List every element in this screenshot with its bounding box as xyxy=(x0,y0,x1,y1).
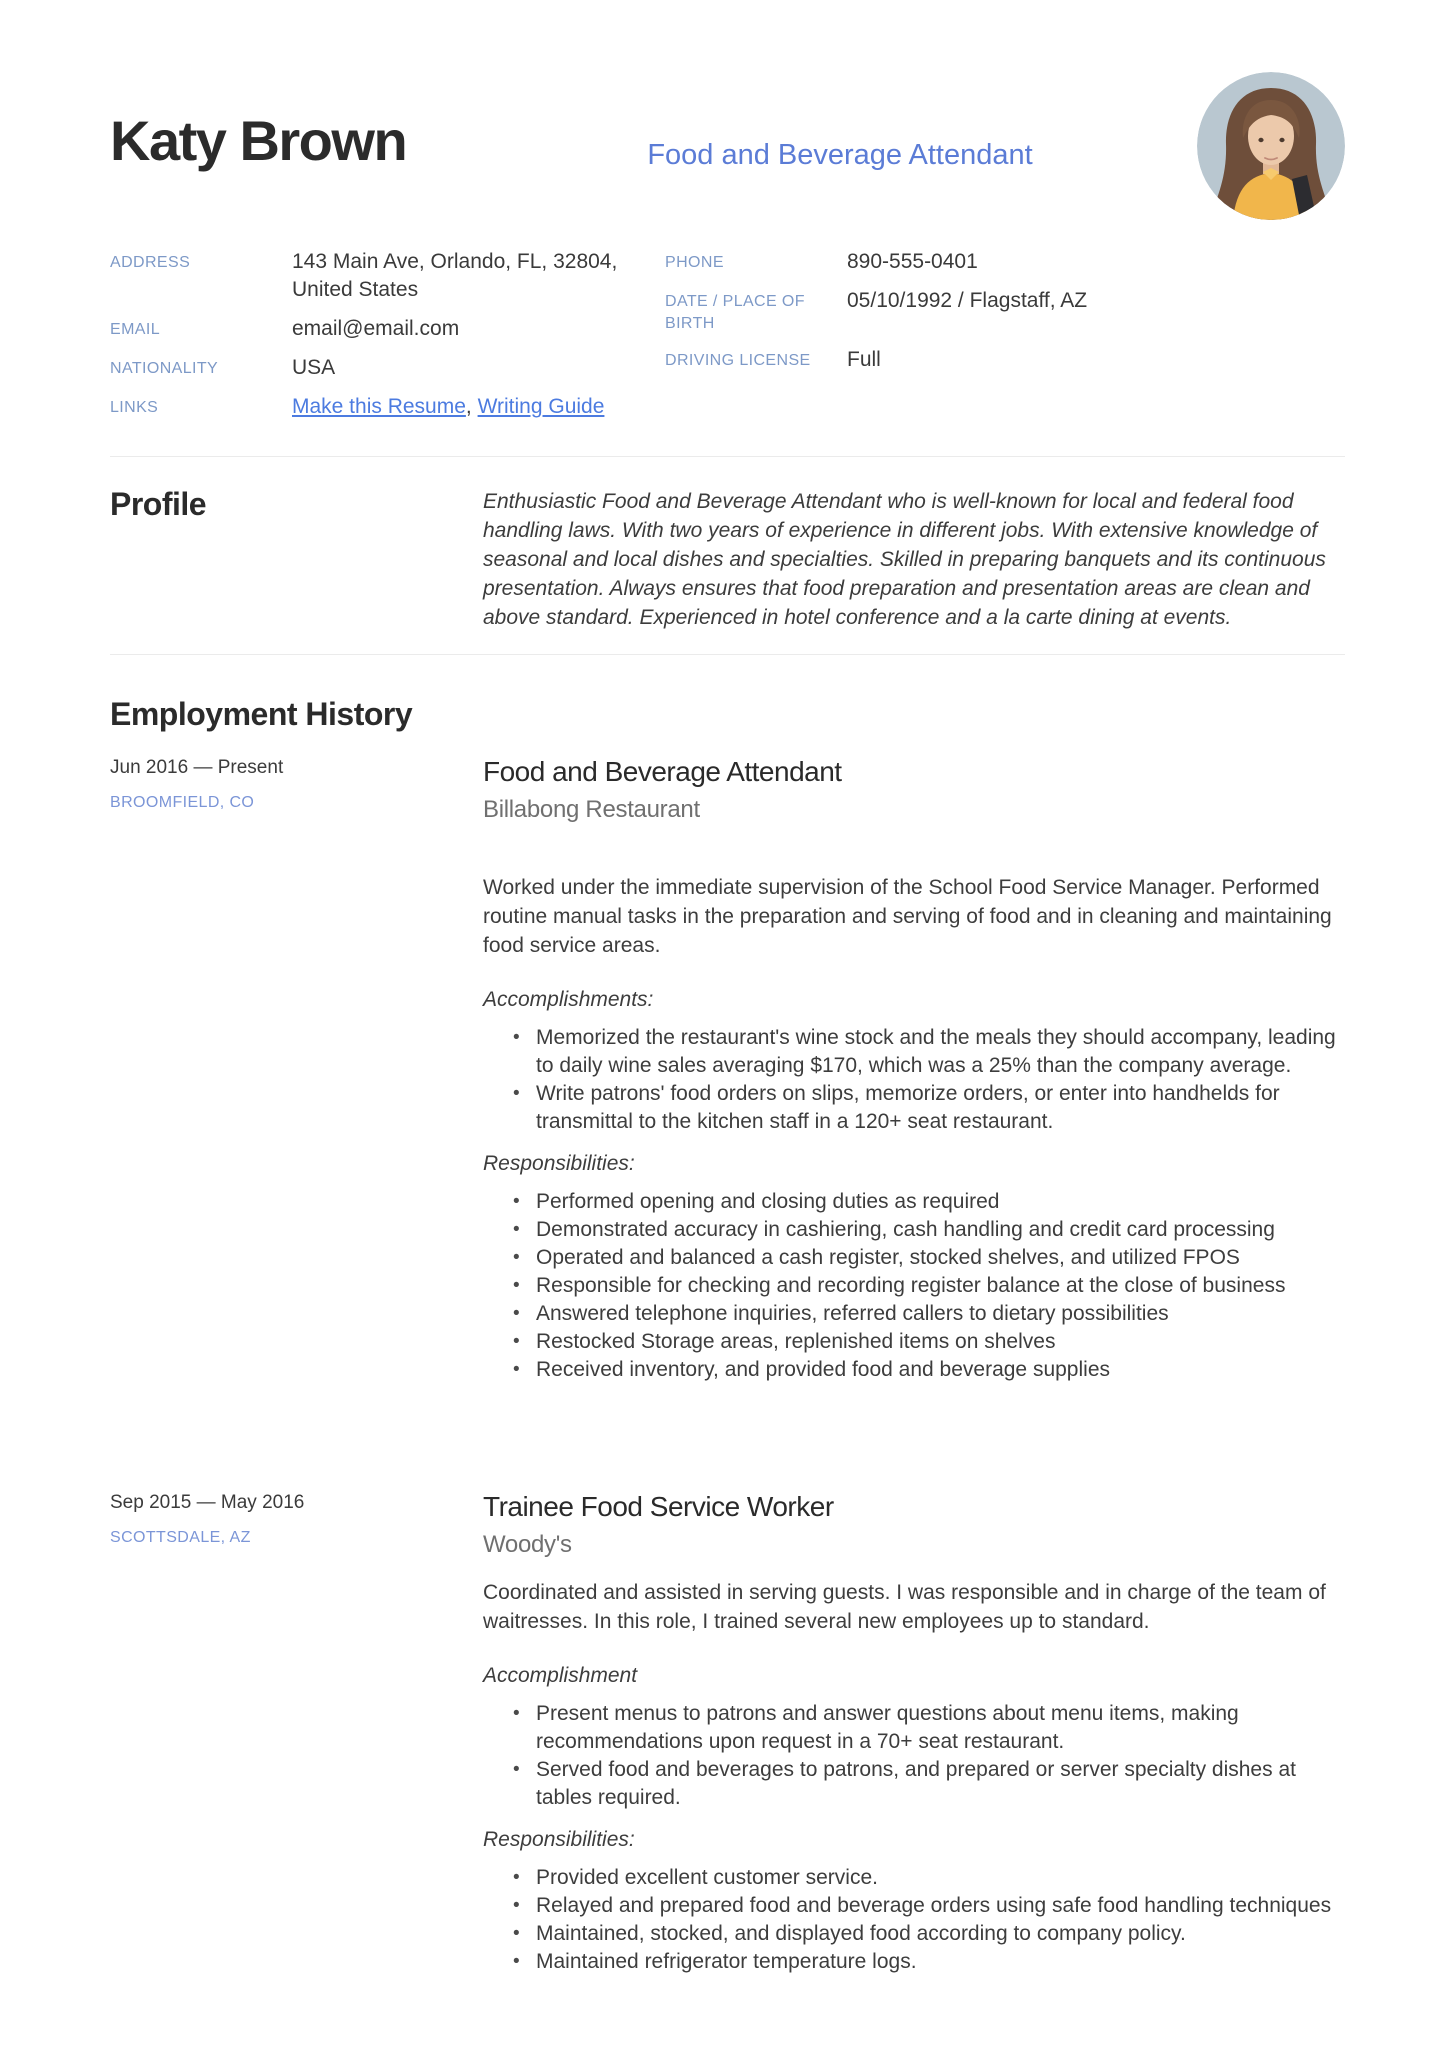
job-dates: Jun 2016 — Present xyxy=(110,757,284,778)
list-item: • Provided excellent customer service. xyxy=(483,1864,1345,1892)
list-item: • Responsible for checking and recording register balance at the close of business xyxy=(483,1272,1345,1300)
contact-value-nationality: USA xyxy=(292,356,336,379)
accomplishments-label: Accomplishment xyxy=(483,1664,638,1687)
contact-label-phone: PHONE xyxy=(665,254,724,271)
responsibilities-list xyxy=(483,1864,1345,1976)
profile-photo xyxy=(1197,72,1345,220)
accomplishments-label: Accomplishments: xyxy=(483,988,654,1011)
contact-column-left xyxy=(110,248,665,432)
contact-label-address: ADDRESS xyxy=(110,254,191,271)
responsibilities-list xyxy=(483,1188,1345,1384)
accomplishments-list xyxy=(483,1700,1345,1812)
links-separator: , xyxy=(465,395,478,418)
job-dates: Sep 2015 — May 2016 xyxy=(110,1492,305,1513)
list-item: • Write patrons' food orders on slips, memorize orders, or enter into handhelds for transmittal to the kitchen staff in a 120+ seat restaurant. xyxy=(483,1080,1345,1136)
job-company: Billabong Restaurant xyxy=(483,796,700,823)
list-item: • Maintained refrigerator temperature logs. xyxy=(483,1948,1345,1976)
contact-label-email: EMAIL xyxy=(110,321,161,338)
link-make-this-resume[interactable]: Make this Resume xyxy=(292,395,466,418)
employment-section xyxy=(110,654,1345,1976)
contact-row-birth xyxy=(665,287,1345,335)
job-meta xyxy=(110,755,483,1384)
person-avatar-graphic xyxy=(1197,72,1345,220)
contact-value-phone: 890-555-0401 xyxy=(847,250,978,273)
contact-row-phone xyxy=(665,248,1345,276)
contact-value-address: 143 Main Ave, Orlando, FL, 32804, United States xyxy=(292,250,618,301)
responsibilities-label: Responsibilities: xyxy=(483,1828,635,1851)
header-job-title: Food and Beverage Attendant xyxy=(647,139,1033,171)
job-content xyxy=(483,755,1345,1384)
contact-value-license: Full xyxy=(847,348,881,371)
accomplishments-list xyxy=(483,1024,1345,1136)
list-item: • Memorized the restaurant's wine stock and the meals they should accompany, leading to daily wine sales averaging $170, which was a 25% than the company average. xyxy=(483,1024,1345,1080)
list-item: • Maintained, stocked, and displayed food according to company policy. xyxy=(483,1920,1345,1948)
contact-row-license xyxy=(665,346,1345,374)
contact-row-email xyxy=(110,315,665,343)
job-title: Trainee Food Service Worker xyxy=(483,1491,834,1522)
job-location: BROOMFIELD, CO xyxy=(110,794,255,811)
job-description: Worked under the immediate supervision of the School Food Service Manager. Performed routine manual tasks in the preparation and serving of food and in cleaning and maintaining food service areas. xyxy=(483,876,1332,957)
contact-value-email: email@email.com xyxy=(292,317,460,340)
contact-label-license: DRIVING LICENSE xyxy=(665,352,811,369)
employment-heading: Employment History xyxy=(110,696,413,732)
job-entry-2 xyxy=(110,1490,1345,1976)
list-item: • Operated and balanced a cash register, stocked shelves, and utilized FPOS xyxy=(483,1244,1345,1272)
job-entry-1 xyxy=(110,755,1345,1384)
profile-text: Enthusiastic Food and Beverage Attendant who is well-known for local and federal food handling laws. With two years of experience in different jobs. With extensive knowledge of seasonal and local dishes and specialties. Skilled in preparing banquets and its continuous presentation. Always ensures that food preparation and presentation areas are clean and above standard. Experienced in hotel conference and a la carte dining at events. xyxy=(483,490,1326,629)
list-item: • Present menus to patrons and answer questions about menu items, making recommendations upon request in a 70+ seat restaurant. xyxy=(483,1700,1345,1756)
job-meta xyxy=(110,1490,483,1976)
job-content xyxy=(483,1490,1345,1976)
job-company: Woody's xyxy=(483,1531,572,1558)
profile-section xyxy=(110,456,1345,654)
contact-row-nationality xyxy=(110,354,665,382)
profile-heading: Profile xyxy=(110,486,207,522)
header xyxy=(110,72,1345,220)
link-writing-guide[interactable]: Writing Guide xyxy=(477,395,605,418)
contact-value-links xyxy=(292,393,665,421)
responsibilities-label: Responsibilities: xyxy=(483,1152,635,1175)
contact-label-links: LINKS xyxy=(110,399,159,416)
person-name: Katy Brown xyxy=(110,109,407,172)
list-item: • Demonstrated accuracy in cashiering, cash handling and credit card processing xyxy=(483,1216,1345,1244)
contact-section xyxy=(110,248,1345,456)
contact-label-nationality: NATIONALITY xyxy=(110,360,219,377)
job-title: Food and Beverage Attendant xyxy=(483,756,842,787)
list-item: • Restocked Storage areas, replenished items on shelves xyxy=(483,1328,1345,1356)
list-item: • Relayed and prepared food and beverage orders using safe food handling techniques xyxy=(483,1892,1345,1920)
job-description: Coordinated and assisted in serving guests. I was responsible and in charge of the team of waitresses. In this role, I trained several new employees up to standard. xyxy=(483,1581,1326,1633)
contact-label-birth: DATE / PLACE OF BIRTH xyxy=(665,293,805,332)
job-location: SCOTTSDALE, AZ xyxy=(110,1529,251,1546)
contact-value-birth: 05/10/1992 / Flagstaff, AZ xyxy=(847,289,1088,312)
list-item: • Received inventory, and provided food and beverage supplies xyxy=(483,1356,1345,1384)
contact-column-right xyxy=(665,248,1345,432)
list-item: • Served food and beverages to patrons, and prepared or server specialty dishes at tables required. xyxy=(483,1756,1345,1812)
contact-row-links xyxy=(110,393,665,421)
list-item: • Answered telephone inquiries, referred callers to dietary possibilities xyxy=(483,1300,1345,1328)
contact-row-address xyxy=(110,248,665,304)
list-item: • Performed opening and closing duties as required xyxy=(483,1188,1345,1216)
